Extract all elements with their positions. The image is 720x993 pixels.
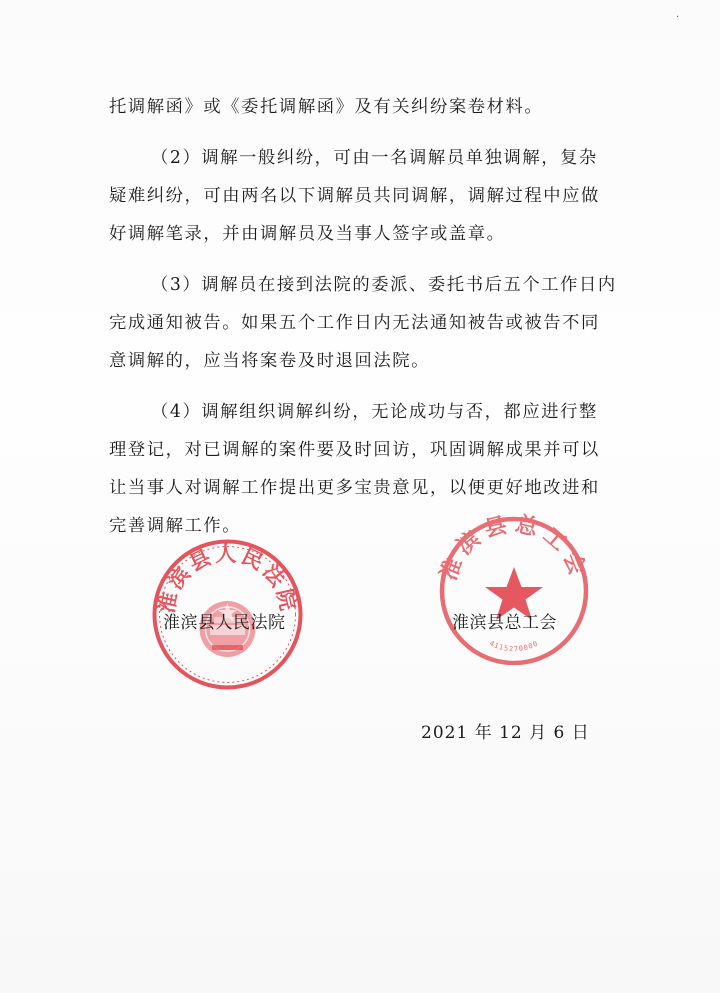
union-seal-text: 淮滨县总工会 (435, 510, 593, 585)
text-line: 好调解笔录，并由调解员及当事人签字或盖章。 (109, 224, 506, 244)
text-line: 疑难纠纷，可由两名以下调解员共同调解，调解过程中应做 (109, 186, 600, 206)
text-line: （2）调解一般纠纷，可由一名调解员单独调解，复杂 (151, 148, 598, 168)
text-line: 让当事人对调解工作提出更多宝贵意见，以便更好地改进和 (109, 478, 600, 498)
document-date: 2021 年 12 月 6 日 (421, 723, 590, 743)
union-seal (422, 507, 606, 665)
text-line: （4）调解组织调解纠纷，无论成功与否，都应进行整 (151, 402, 598, 422)
corner-dot: · (676, 12, 680, 23)
paragraph (109, 139, 615, 253)
paragraph (109, 88, 615, 126)
paragraph (109, 266, 615, 380)
signatory-court: 淮滨县人民法院 (163, 613, 286, 633)
text-line: 完成通知被告。如果五个工作日内无法通知被告或被告不同 (109, 313, 600, 333)
text-line: 理登记，对已调解的案件要及时回访，巩固调解成果并可以 (109, 440, 600, 460)
text-line: 意调解的，应当将案卷及时退回法院。 (109, 351, 430, 371)
text-line: 托调解函》或《委托调解函》及有关纠纷案卷材料。 (109, 97, 544, 117)
signatory-union: 淮滨县总工会 (452, 613, 557, 633)
union-seal-number: 4115270000 (488, 639, 540, 654)
text-line: 完善调解工作。 (109, 516, 242, 536)
text-line: （3）调解员在接到法院的委派、委托书后五个工作日内 (151, 275, 617, 295)
document-body (109, 88, 615, 545)
court-seal-text: 淮滨县人民法院 (153, 541, 302, 616)
svg-text:4115270000 (488, 639, 540, 653)
